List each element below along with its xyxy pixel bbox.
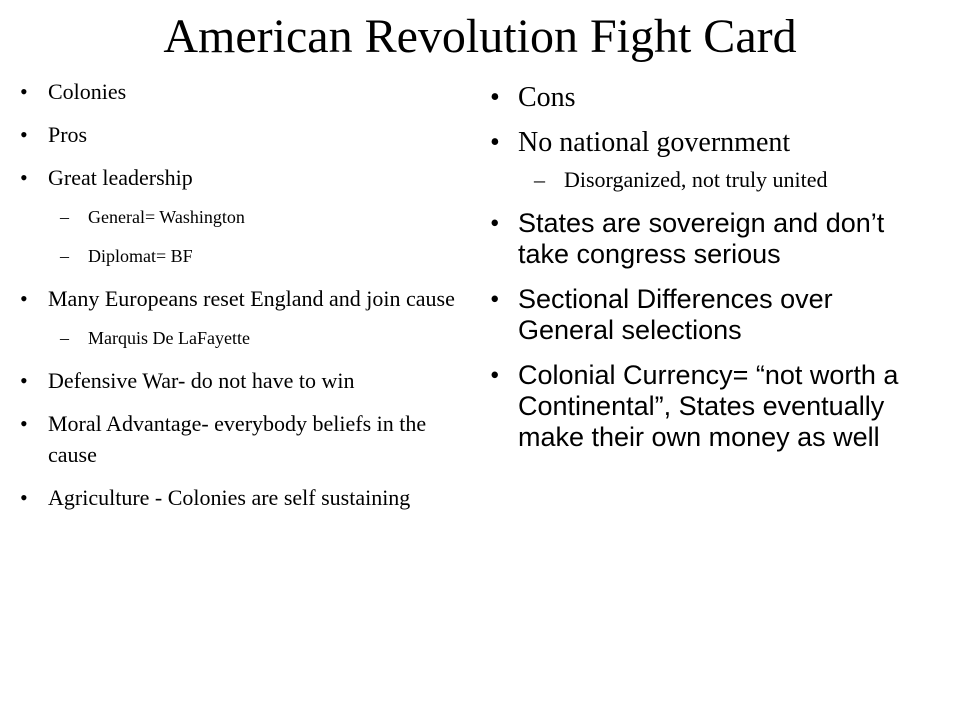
- bullet-item: [20, 408, 460, 470]
- sub-bullet-text: Disorganized, not truly united: [564, 167, 828, 192]
- pros-column: [20, 76, 460, 525]
- bullet-icon: •: [20, 411, 28, 436]
- dash-icon: –: [60, 207, 69, 227]
- dash-icon: –: [60, 246, 69, 266]
- bullet-text: Cons: [518, 82, 576, 113]
- bullet-icon: •: [490, 127, 500, 158]
- bullet-item: [20, 365, 460, 396]
- bullet-icon: •: [20, 79, 28, 104]
- dash-icon: –: [60, 328, 69, 348]
- bullet-icon: •: [20, 286, 28, 311]
- bullet-item: [490, 360, 915, 453]
- sub-bullet-text: General= Washington: [88, 207, 245, 227]
- sub-bullet-item: [20, 205, 460, 230]
- bullet-icon: •: [20, 122, 28, 147]
- bullet-text: Pros: [48, 122, 88, 147]
- bullet-text: Defensive War- do not have to win: [48, 368, 355, 393]
- bullet-item: [20, 119, 460, 150]
- bullet-icon: •: [490, 208, 500, 238]
- bullet-text: Many Europeans reset England and join cause: [48, 286, 455, 311]
- bullet-item: [490, 284, 915, 346]
- dash-icon: –: [534, 167, 545, 192]
- sub-bullet-item: [20, 244, 460, 269]
- bullet-text: Great leadership: [48, 165, 193, 190]
- bullet-item: [490, 127, 915, 158]
- bullet-text: States are sovereign and don’t take congress serious: [518, 208, 885, 269]
- bullet-icon: •: [490, 82, 500, 113]
- bullet-item: [20, 283, 460, 314]
- bullet-text: Moral Advantage- everybody beliefs in the cause: [48, 411, 427, 467]
- bullet-text: No national government: [518, 127, 791, 158]
- cons-column: [490, 82, 915, 467]
- bullet-icon: •: [490, 360, 500, 390]
- sub-bullet-item: [20, 326, 460, 351]
- bullet-text: Sectional Differences over General selections: [518, 284, 833, 345]
- bullet-icon: •: [20, 485, 28, 510]
- bullet-item: [20, 482, 460, 513]
- bullet-item: [490, 208, 915, 270]
- sub-bullet-text: Marquis De LaFayette: [88, 328, 250, 348]
- bullet-icon: •: [20, 368, 28, 393]
- bullet-item: [20, 76, 460, 107]
- bullet-item: [20, 162, 460, 193]
- bullet-icon: •: [20, 165, 28, 190]
- sub-bullet-item: [490, 166, 915, 194]
- bullet-text: Colonial Currency= “not worth a Continental”, States eventually make their own money as well: [518, 360, 899, 452]
- bullet-item: [490, 82, 915, 113]
- bullet-text: Colonies: [48, 79, 127, 104]
- slide-title: American Revolution Fight Card: [163, 10, 797, 63]
- sub-bullet-text: Diplomat= BF: [88, 246, 193, 266]
- bullet-icon: •: [490, 284, 500, 314]
- bullet-text: Agriculture - Colonies are self sustaining: [48, 485, 411, 510]
